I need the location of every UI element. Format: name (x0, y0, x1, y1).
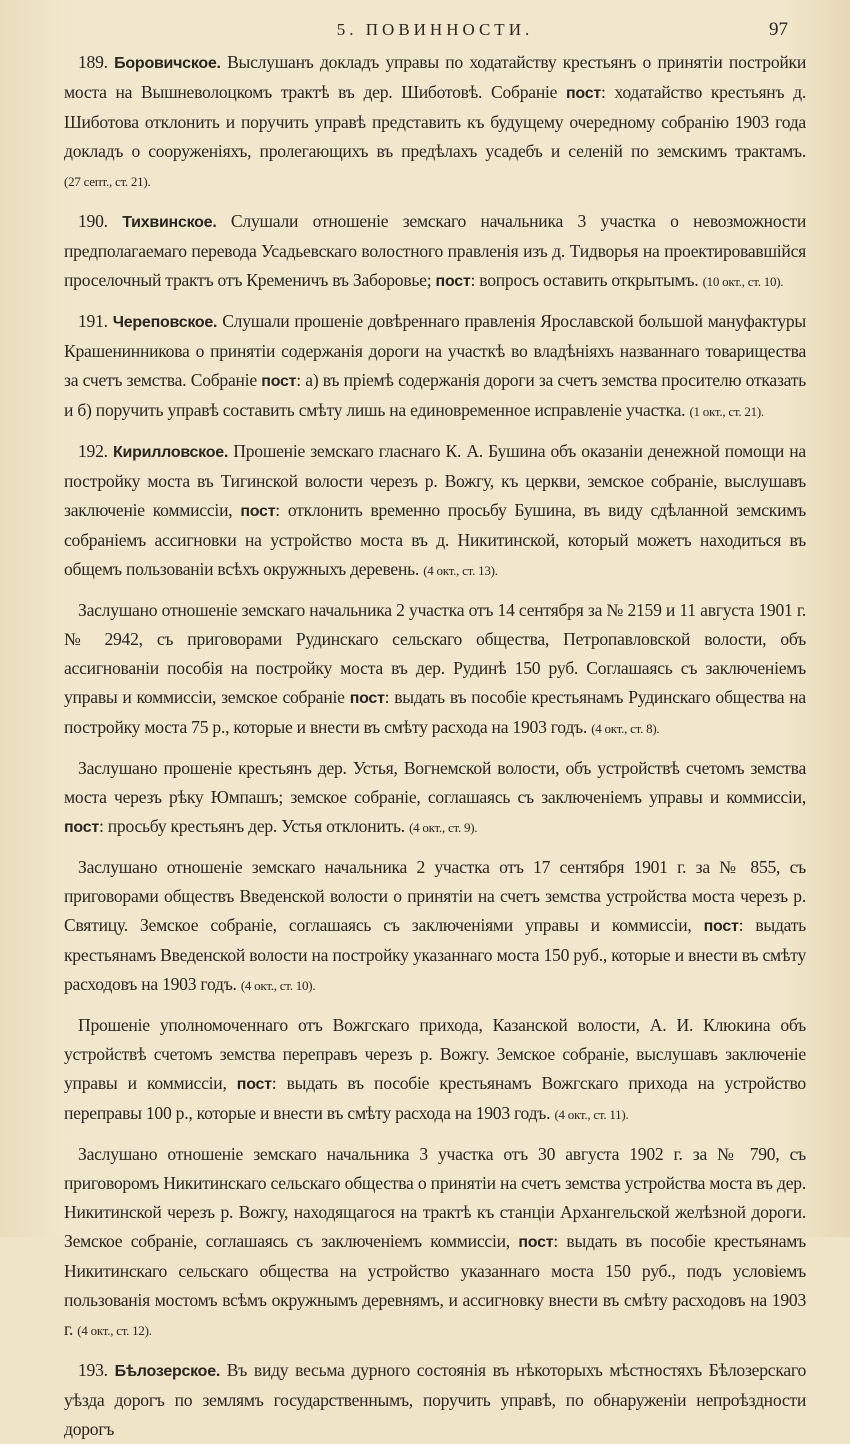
paragraph-text: : а) въ пріемѣ содержанія дороги за счетъ земства просителю отказать и б) поручить управѣ составить смѣту лишь на единовременное исправленіе участка. (64, 370, 806, 420)
paragraph-text: Заслушано отношеніе земскаго начальника 2 участка отъ 17 сентября 1901 г. за № 855, съ приговорами обществъ Введенской волости о принятіи на счетъ земства устройства моста черезъ р. Святицу. Земское собраніе, соглашаясь съ заключеніями управы и коммиссіи, (64, 857, 806, 935)
resolution-keyword: пост (435, 273, 471, 290)
entry-number: 191. (78, 311, 108, 331)
paragraph-text: : выдать въ пособіе крестьянамъ Никитинскаго сельскаго общества на устройство указаннаго моста 150 руб., подъ условіемъ пользованія мостомъ всѣмъ окружнымъ деревнямъ, и ассигновку внести въ смѣту расходовъ на 1903 г. (64, 1231, 806, 1339)
page-header (64, 14, 806, 48)
paragraph-text: Заслушано отношеніе земскаго начальника 2 участка отъ 14 сентября за № 2159 и 11 августа 1901 г. № 2942, съ приговорами Рудинскаго сельскаго общества, Петропавловской волости, объ ассигнованіи пособія на постройку моста въ дер. Рудинѣ 150 руб. Соглашаясь съ заключеніемъ управы и коммиссіи, земское собраніе (64, 600, 806, 707)
paragraph-text: Прошеніе уполномоченнаго отъ Вожгскаго прихода, Казанской волости, А. И. Клюкина объ устройствѣ счетомъ земства переправъ черезъ р. Вожгу. Земское собраніе, выслушавъ заключеніе управы и коммиссіи, (64, 1015, 806, 1093)
resolution-keyword: пост (349, 690, 385, 707)
paragraph-189 (64, 48, 806, 196)
resolution-keyword: пост (261, 373, 297, 390)
district-name: Бѣлозерское. (114, 1363, 221, 1380)
paragraph-svyatitsa-bridge (64, 853, 806, 1000)
entry-number: 190. (78, 211, 108, 231)
paragraph-193 (64, 1356, 806, 1444)
entry-number: 192. (78, 441, 108, 461)
resolution-keyword: пост (236, 1076, 272, 1093)
resolution-keyword: пост (566, 85, 601, 102)
district-name: Тихвинское. (122, 214, 217, 231)
session-reference: (1 окт., ст. 21). (689, 404, 764, 419)
paragraph-text: Въ виду весьма дурного состоянія въ нѣкоторыхъ мѣстностяхъ Бѣлозерскаго уѣзда дорогъ по землямъ государственнымъ, поручить управѣ, по обнаруженіи непроѣздности дорогъ (64, 1360, 807, 1439)
resolution-keyword: пост (703, 918, 739, 935)
paragraph-vozhga-crossing (64, 1011, 806, 1129)
session-reference: (4 окт., ст. 8). (591, 721, 660, 736)
session-reference: (4 окт., ст. 10). (240, 978, 316, 993)
paragraph-text: Слушали отношеніе земскаго начальника 3 участка о невозможности предполагаемаго перевода Усадьевскаго волостного правленія изъ д. Тидворья на проектировавшійся проселочный трактъ отъ Кременичъ въ Заборовье; (64, 211, 806, 290)
paragraph-192 (64, 437, 806, 585)
paragraph-nikitinskaya-bridge (64, 1140, 806, 1345)
resolution-keyword: пост (518, 1234, 554, 1251)
district-name: Кирилловское. (112, 444, 229, 461)
paragraph-text: : ходатайство крестьянъ д. Шиботова отклонить и поручить управѣ представить къ будущему очередному собранію 1903 года докладъ о сооруженіяхъ, пролегающихъ въ предѣлахъ усадебъ и селеній по земскимъ трактамъ. (64, 82, 806, 161)
paragraph-191 (64, 307, 806, 426)
entry-number: 193. (78, 1360, 108, 1380)
paragraph-text: : выдать въ пособіе крестьянамъ Рудинскаго общества на постройку моста 75 р., которые и внести въ смѣту расхода на 1903 годъ. (64, 687, 806, 737)
paragraph-text: : выдать крестьянамъ Введенской волости на постройку указаннаго моста 150 руб., которые и внести въ смѣту расходовъ на 1903 годъ. (64, 915, 806, 994)
paragraph-190 (64, 207, 806, 296)
session-reference: (4 окт., ст. 12). (77, 1323, 152, 1338)
resolution-keyword: пост (64, 819, 99, 836)
paragraph-text: : отклонить временно просьбу Бушина, въ виду сдѣланной земскимъ собраніемъ ассигновки на устройство моста въ д. Никитинской, который можетъ находиться въ общемъ пользованіи всѣхъ окружныхъ деревень. (64, 500, 806, 579)
paragraph-text: Слушали прошеніе довѣреннаго правленія Ярославской большой мануфактуры Крашенинникова о принятіи содержанія дороги на участкѣ во владѣніяхъ названнаго товарищества за счетъ земства. Собраніе (64, 311, 806, 390)
running-head: 5. ПОВИННОСТИ. (336, 20, 534, 39)
paragraph-ustye-bridge (64, 754, 806, 842)
session-reference: (27 септ., ст. 21). (64, 174, 151, 189)
district-name: Череповское. (112, 314, 218, 331)
paragraph-text: : выдать въ пособіе крестьянамъ Вожгскаго прихода на устройство переправы 100 р., которые и внести въ смѣту расхода на 1903 годъ. (64, 1073, 806, 1123)
resolution-keyword: пост (240, 503, 276, 520)
session-reference: (4 окт., ст. 9). (409, 820, 478, 835)
paragraph-rudino-bridge (64, 596, 806, 743)
page-number: 97 (769, 19, 788, 40)
session-reference: (4 окт., ст. 13). (423, 563, 498, 578)
paragraph-text: Прошеніе земскаго гласнаго К. А. Бушина объ оказаніи денежной помощи на постройку моста въ Тигинской волости черезъ р. Вожгу, къ церкви, земское собраніе, выслушавъ заключеніе коммиссіи, (64, 441, 806, 520)
entry-number: 189. (78, 52, 108, 72)
paragraph-text: : просьбу крестьянъ дер. Устья отклонить. (98, 816, 410, 836)
paragraph-text: Заслушано прошеніе крестьянъ дер. Устья, Вогнемской волости, объ устройствѣ счетомъ земства моста черезъ рѣку Юмпашъ; земское собраніе, соглашаясь съ заключеніемъ управы и коммиссіи, (64, 758, 806, 807)
district-name: Боровичское. (114, 55, 221, 72)
paragraph-text: Заслушано отношеніе земскаго начальника 3 участка отъ 30 августа 1902 г. за № 790, съ приговоромъ Никитинскаго сельскаго общества о принятіи на счетъ земства устройства моста въ дер. Никитинской черезъ р. Вожгу, находящагося на трактѣ къ станціи Архангельской желѣзной дороги. Земское собраніе, соглашаясь съ заключеніемъ коммиссіи, (64, 1144, 806, 1251)
paragraph-text: : вопросъ оставить открытымъ. (470, 270, 703, 290)
session-reference: (4 окт., ст. 11). (554, 1107, 629, 1122)
document-body (64, 48, 806, 1444)
paragraph-text: Выслушанъ докладъ управы по ходатайству крестьянъ о принятіи постройки моста на Вышневолоцкомъ трактѣ въ дер. Шиботовѣ. Собраніе (64, 52, 806, 102)
session-reference: (10 окт., ст. 10). (702, 274, 784, 289)
